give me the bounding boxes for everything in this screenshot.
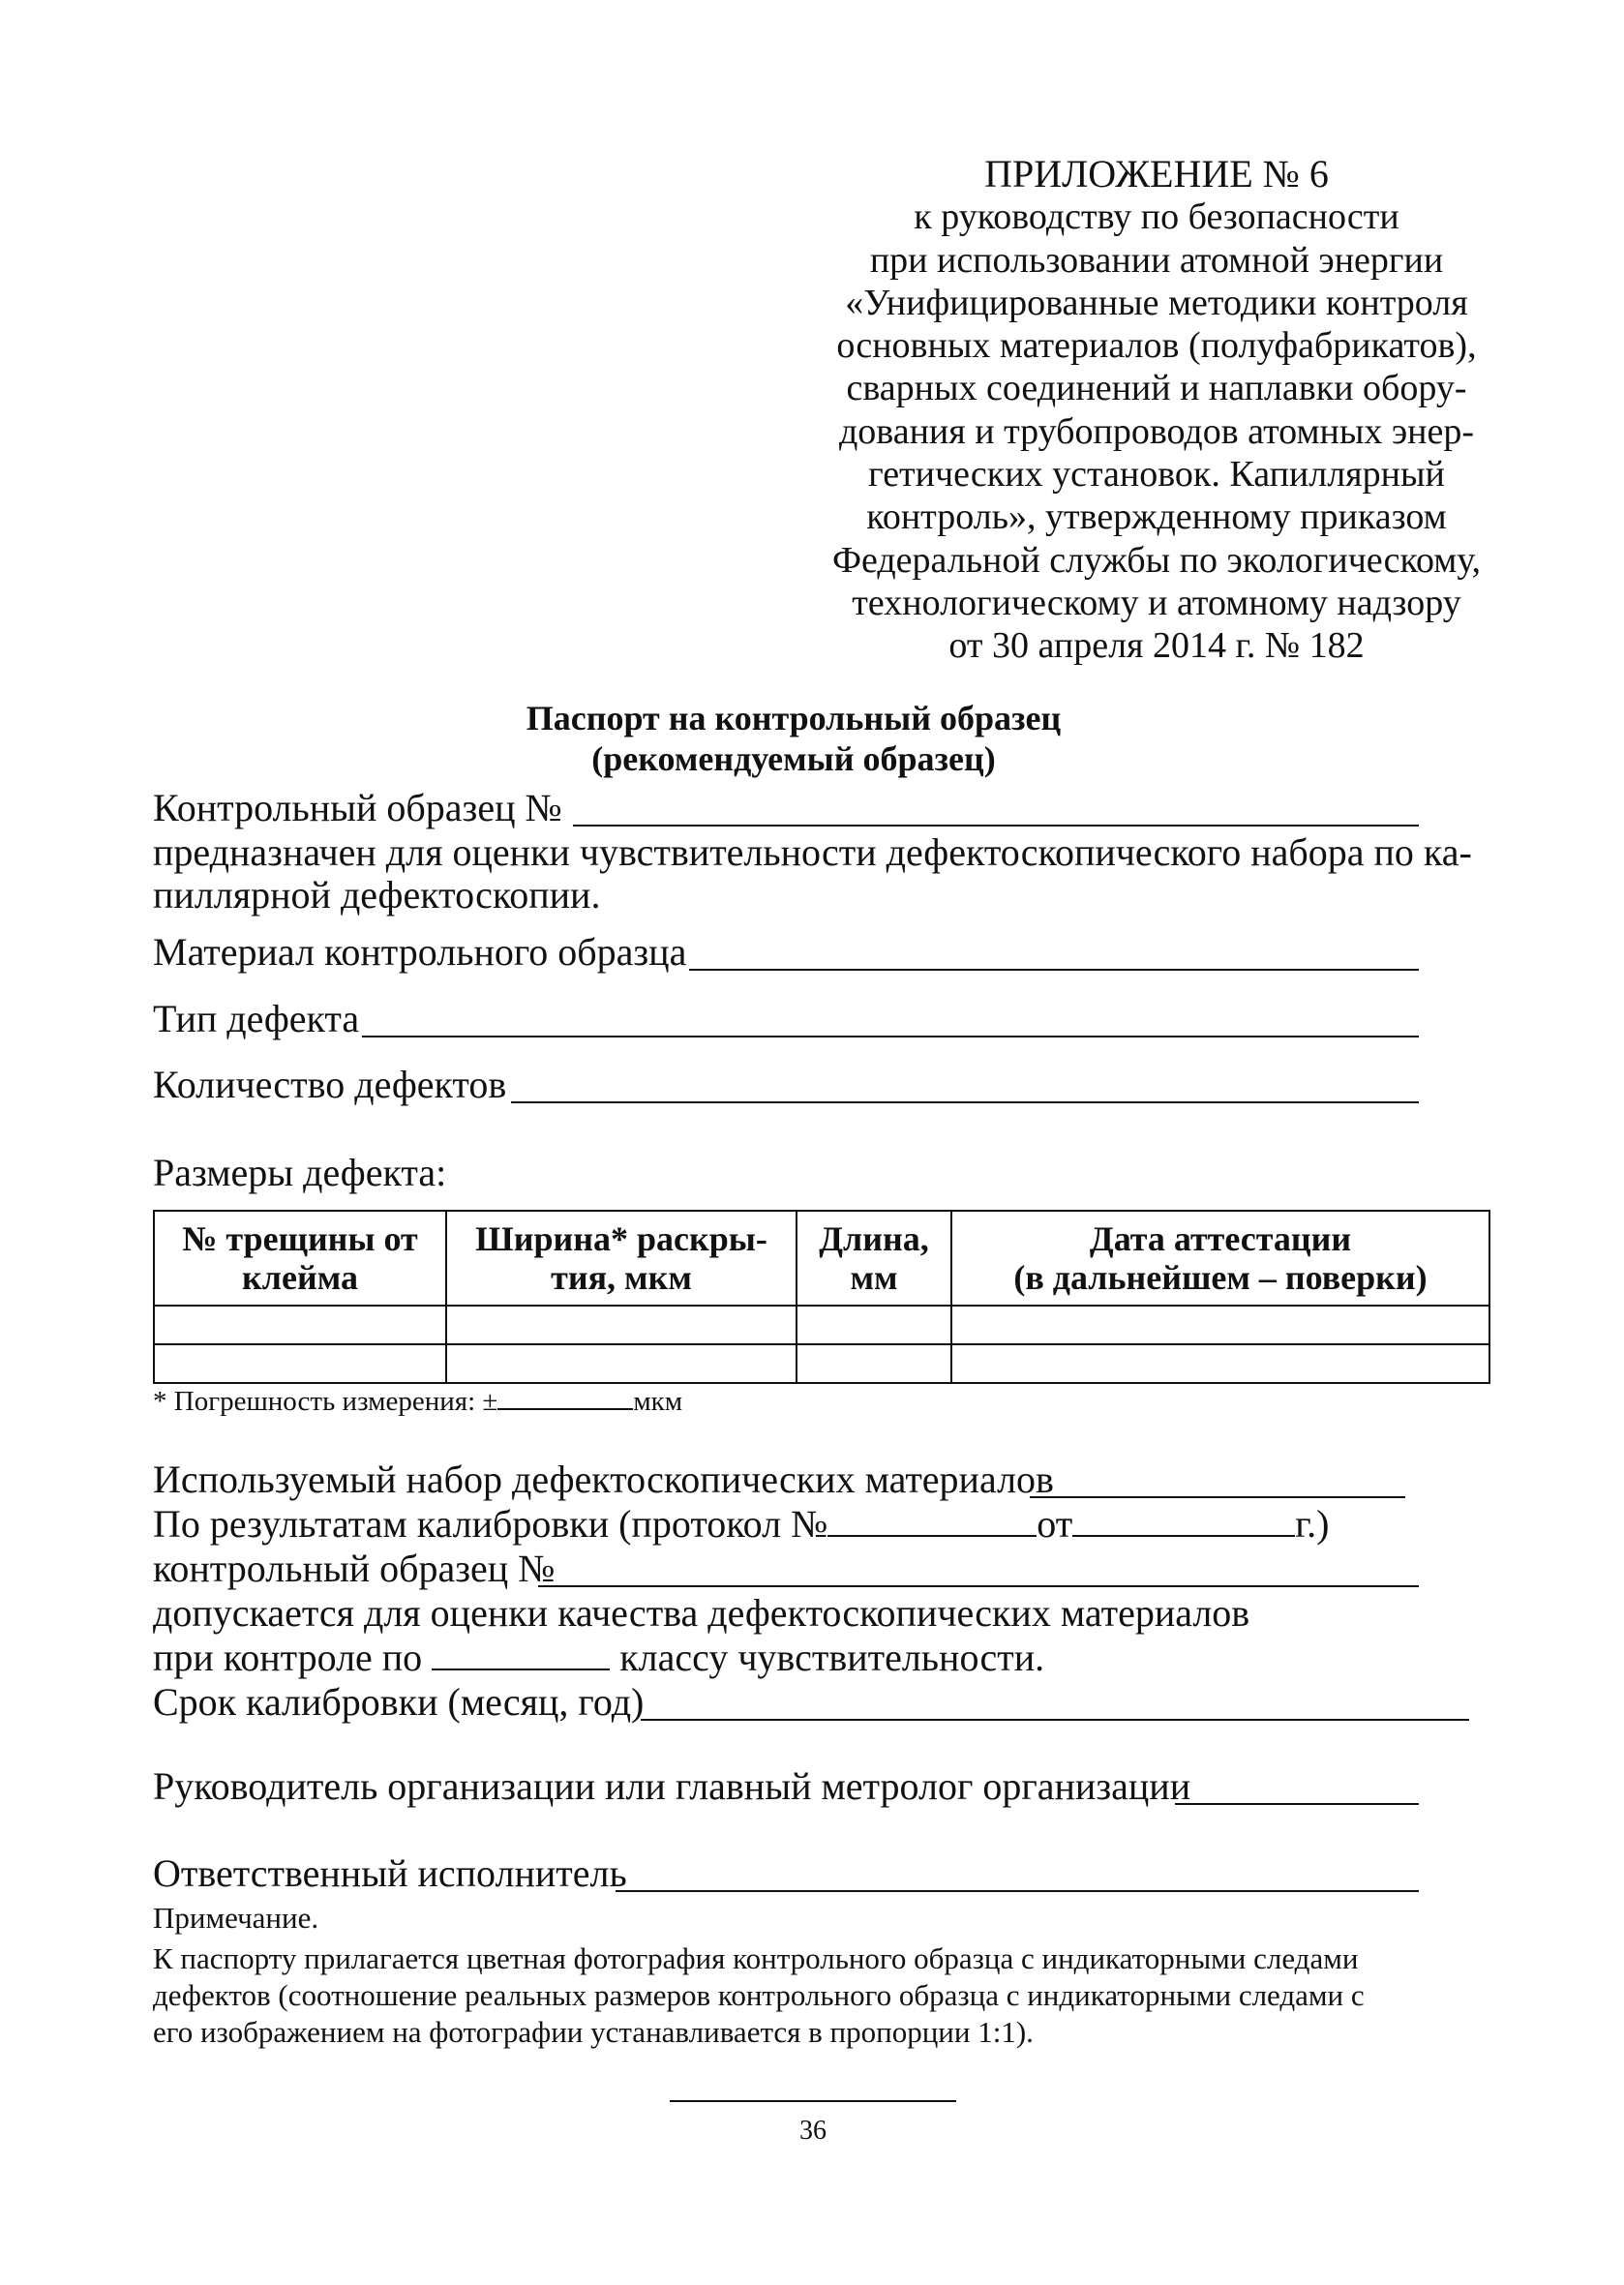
table-cell[interactable]	[446, 1306, 797, 1344]
calibrated-sample-label: контрольный образец №	[153, 1547, 556, 1590]
note-heading: Примечание.	[153, 1901, 319, 1935]
material-field[interactable]	[689, 969, 1419, 971]
calibration-period-field[interactable]	[641, 1719, 1469, 1721]
class-suffix: классу чувствительности.	[619, 1636, 1045, 1679]
table-cell[interactable]	[154, 1344, 446, 1383]
table-header-width: Ширина* раскры- тия, мкм	[446, 1211, 797, 1306]
protocol-no-field[interactable]	[827, 1504, 1037, 1537]
admitted-text: допускается для оценки качества дефектоскопических материалов	[153, 1591, 1250, 1635]
table-cell[interactable]	[446, 1344, 797, 1383]
table-header-row	[154, 1211, 1489, 1306]
sample-no-field[interactable]	[573, 825, 1419, 827]
defect-type-label: Тип дефекта	[153, 997, 360, 1040]
appendix-line: от 30 апреля 2014 г. № 182	[948, 625, 1365, 667]
appendix-line: ПРИЛОЖЕНИЕ № 6	[984, 152, 1329, 195]
purpose-text: пиллярной дефектоскопии.	[153, 873, 601, 917]
sample-no-label: Контрольный образец №	[153, 786, 562, 829]
protocol-date-field[interactable]	[1072, 1504, 1295, 1537]
footer-rule	[670, 2100, 956, 2102]
note-text: его изображением на фотографии устанавливается в пропорции 1:1).	[153, 2015, 1034, 2049]
kit-field[interactable]	[1030, 1496, 1405, 1498]
table-cell[interactable]	[951, 1306, 1489, 1344]
head-signature-field[interactable]	[1175, 1803, 1419, 1805]
appendix-line: технологическому и атомному надзору	[852, 582, 1461, 623]
protocol-from: от	[1037, 1502, 1073, 1546]
purpose-text: предназначен для оценки чувствительности дефектоскопического набора по ка-	[153, 830, 1472, 874]
appendix-header	[794, 153, 1519, 668]
sensitivity-class	[153, 1636, 1044, 1680]
page-number: 36	[799, 2116, 827, 2146]
appendix-line: при использовании атомной энергии	[869, 239, 1444, 281]
footnote-unit: мкм	[633, 1386, 683, 1417]
appendix-line: дования и трубопроводов атомных энер-	[838, 410, 1475, 452]
calibration-period-label: Срок калибровки (месяц, год)	[153, 1680, 645, 1724]
protocol-suffix: г.)	[1295, 1502, 1330, 1546]
defect-sizes-label: Размеры дефекта:	[153, 1151, 447, 1194]
table-row	[154, 1306, 1489, 1344]
footnote-value-field[interactable]	[497, 1385, 633, 1410]
appendix-line: контроль», утвержденному приказом	[866, 496, 1447, 538]
note-text: К паспорту прилагается цветная фотография контрольного образца с индикаторными следами	[153, 1941, 1359, 1975]
appendix-line: к руководству по безопасности	[914, 196, 1399, 238]
material-label: Материал контрольного образца	[153, 930, 687, 974]
table-cell[interactable]	[154, 1306, 446, 1344]
appendix-line: гетических установок. Капиллярный	[868, 454, 1445, 496]
class-prefix: при контроле по	[153, 1636, 423, 1679]
defect-type-field[interactable]	[362, 1036, 1419, 1037]
table-cell[interactable]	[951, 1344, 1489, 1383]
footnote-prefix: * Погрешность измерения: ±	[153, 1386, 498, 1417]
defect-sizes-table	[153, 1210, 1490, 1384]
table-header-crack-no: № трещины от клейма	[154, 1211, 446, 1306]
executor-signature-field[interactable]	[616, 1890, 1419, 1892]
protocol-prefix: По результатам калибровки (протокол №	[153, 1502, 828, 1546]
defect-count-label: Количество дефектов	[153, 1063, 507, 1106]
table-header-length: Длина, мм	[797, 1211, 951, 1306]
document-title: Паспорт на контрольный образец	[526, 699, 1062, 737]
table-header-attestation-date: Дата аттестации (в дальнейшем – поверки)	[951, 1211, 1489, 1306]
appendix-line: «Унифицированные методики контроля	[845, 282, 1468, 323]
table-cell[interactable]	[797, 1306, 951, 1344]
appendix-line: Федеральной службы по экологическому,	[831, 539, 1482, 581]
defect-count-field[interactable]	[511, 1101, 1419, 1103]
appendix-line: основных материалов (полуфабрикатов),	[836, 325, 1477, 367]
table-footnote	[153, 1384, 682, 1419]
table-cell[interactable]	[797, 1344, 951, 1383]
note-text: дефектов (соотношение реальных размеров контрольного образца с индикаторными следами с	[153, 1978, 1365, 2012]
executor-signature-label: Ответственный исполнитель	[153, 1851, 627, 1895]
class-field[interactable]	[432, 1638, 610, 1670]
document-subtitle: (рекомендуемый образец)	[591, 739, 996, 778]
head-signature-label: Руководитель организации или главный метролог организации	[153, 1764, 1191, 1808]
calibrated-sample-field[interactable]	[538, 1585, 1419, 1587]
table-row	[154, 1344, 1489, 1383]
kit-label: Используемый набор дефектоскопических материалов	[153, 1458, 1054, 1501]
calibration-protocol	[153, 1502, 1329, 1547]
appendix-line: сварных соединений и наплавки обору-	[846, 368, 1467, 409]
